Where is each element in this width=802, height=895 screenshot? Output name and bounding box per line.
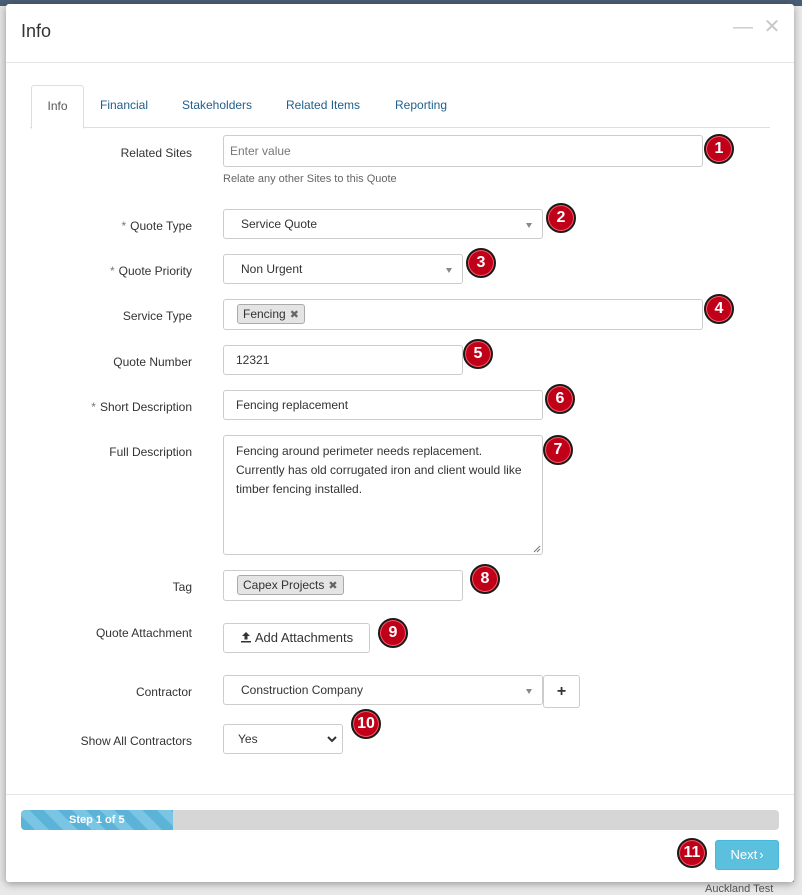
tab-related-items[interactable]: Related Items xyxy=(286,98,361,112)
quote-type-value: Service Quote xyxy=(241,217,318,231)
service-type-tag-label: Fencing xyxy=(243,307,286,321)
service-type-multiselect[interactable] xyxy=(223,299,703,330)
modal-title: Info xyxy=(21,21,52,41)
contractor-select[interactable] xyxy=(223,675,543,705)
show-all-contractors-select[interactable] xyxy=(223,724,343,754)
next-button[interactable] xyxy=(715,840,779,870)
info-modal xyxy=(6,4,794,882)
chevron-down-icon xyxy=(327,736,337,743)
minimize-icon[interactable]: — xyxy=(733,16,753,38)
add-attachments-label: Add Attachments xyxy=(254,630,354,645)
quote-priority-select[interactable] xyxy=(223,254,463,284)
annotation-badge-11: 11 xyxy=(677,838,707,868)
short-description-value: Fencing replacement xyxy=(236,398,349,412)
upload-icon xyxy=(240,631,252,643)
resize-handle-icon[interactable] xyxy=(533,545,541,553)
quote-number-value: 12321 xyxy=(236,353,270,367)
quote-attachment-label: Quote Attachment xyxy=(95,626,192,640)
contractor-label: Contractor xyxy=(135,685,192,699)
chevron-right-icon: › xyxy=(759,847,764,862)
show-all-contractors-value: Yes xyxy=(238,732,258,746)
quote-priority-label: * Quote Priority xyxy=(109,264,192,278)
quote-priority-value: Non Urgent xyxy=(241,262,303,276)
related-sites-label: Related Sites xyxy=(120,146,192,160)
full-description-label: Full Description xyxy=(109,445,192,459)
annotation-badge-8: 8 xyxy=(470,564,500,594)
annotation-badge-2: 2 xyxy=(546,203,576,233)
quote-number-label: Quote Number xyxy=(113,355,192,369)
annotation-badge-4: 4 xyxy=(704,294,734,324)
short-description-input[interactable] xyxy=(223,390,543,420)
close-icon[interactable]: ✕ xyxy=(763,16,781,38)
annotation-badge-9: 9 xyxy=(378,618,408,648)
tab-stakeholders[interactable]: Stakeholders xyxy=(182,98,253,112)
background-row-text: Auckland Test xyxy=(705,883,774,895)
remove-tag-icon[interactable]: ✖ xyxy=(289,309,299,321)
wizard-progress-fill: Step 1 of 5 xyxy=(21,810,173,830)
caret-down-icon xyxy=(526,689,532,694)
wizard-progress-bar xyxy=(21,810,779,830)
background-bottom-strip xyxy=(0,882,802,895)
annotation-badge-6: 6 xyxy=(545,384,575,414)
tab-bar xyxy=(30,85,770,128)
footer-divider xyxy=(6,794,794,795)
tag-chip-label: Capex Projects xyxy=(243,578,325,592)
full-description-value: Fencing around perimeter needs replacement. Currently has old corrugated iron and client would like timber fencing installed. xyxy=(236,444,522,496)
tab-reporting[interactable]: Reporting xyxy=(395,98,448,112)
annotation-badge-1: 1 xyxy=(704,134,734,164)
tab-financial[interactable]: Financial xyxy=(100,98,149,112)
tag-label: Tag xyxy=(172,580,192,594)
show-all-contractors-label: Show All Contractors xyxy=(80,734,192,748)
full-description-textarea[interactable] xyxy=(223,435,543,555)
service-type-tag xyxy=(237,304,305,324)
service-type-label: Service Type xyxy=(122,309,192,323)
quote-type-label: * Quote Type xyxy=(121,219,192,233)
tab-info[interactable]: Info xyxy=(31,85,84,129)
quote-type-select[interactable] xyxy=(223,209,543,239)
caret-down-icon xyxy=(446,268,452,273)
modal-header xyxy=(6,4,794,63)
related-sites-placeholder: Enter value xyxy=(230,144,291,158)
annotation-badge-10: 10 xyxy=(351,709,381,739)
annotation-badge-7: 7 xyxy=(543,435,573,465)
short-description-label: * Short Description xyxy=(91,400,192,414)
remove-tag-icon[interactable]: ✖ xyxy=(328,580,338,592)
caret-down-icon xyxy=(526,223,532,228)
add-attachments-button[interactable] xyxy=(223,623,370,653)
contractor-value: Construction Company xyxy=(241,683,364,697)
background-right-column xyxy=(794,6,802,895)
related-sites-input[interactable] xyxy=(223,135,703,167)
next-button-label: Next xyxy=(730,847,758,862)
quote-number-input[interactable] xyxy=(223,345,463,375)
tag-multiselect[interactable] xyxy=(223,570,463,601)
add-contractor-button[interactable]: + xyxy=(543,675,580,708)
annotation-badge-3: 3 xyxy=(466,248,496,278)
tag-chip xyxy=(237,575,344,595)
related-sites-help: Relate any other Sites to this Quote xyxy=(223,173,397,185)
annotation-badge-5: 5 xyxy=(463,339,493,369)
